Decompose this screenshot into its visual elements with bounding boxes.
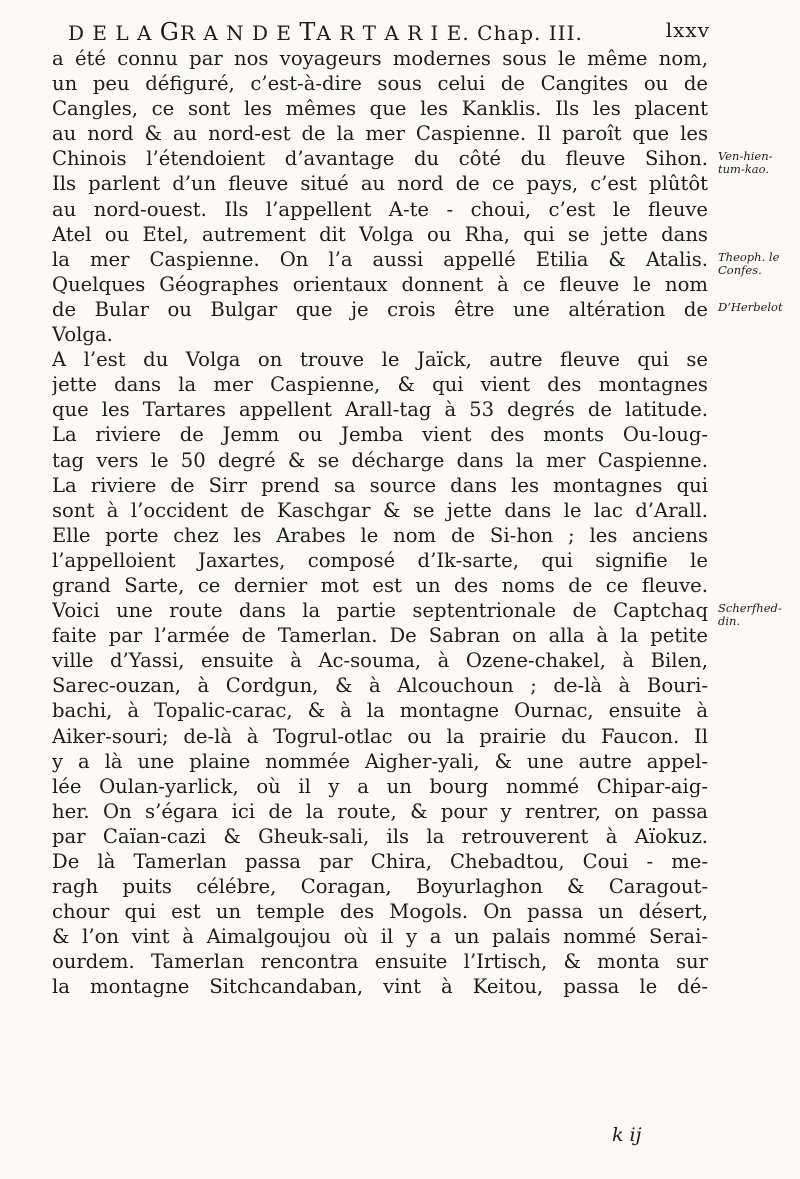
rh-initial: G	[159, 18, 180, 46]
text-line: La riviere de Jemm ou Jemba vient des monts Ou-loug-	[52, 423, 708, 447]
text-line: Cangles, ce sont les mêmes que les Kanklis. Ils les placent	[52, 97, 708, 121]
text-line: au nord-ouest. Ils l’appellent A-te - choui, c’est le fleuve	[52, 197, 708, 221]
running-head	[38, 14, 710, 46]
text-line: Atel ou Etel, autrement dit Volga ou Rha, qui se jette dans	[52, 222, 708, 246]
text-line: par Caïan-cazi & Gheuk-sali, ils la retrouverent à Aïokuz.	[52, 824, 708, 848]
margin-note-line: Theoph. le	[718, 249, 780, 264]
margin-note	[718, 251, 779, 277]
rh-initial: T	[299, 18, 317, 46]
rh-part: D E L A	[68, 21, 160, 45]
text-line: De là Tamerlan passa par Chira, Chebadtou, Coui - me-	[52, 850, 708, 873]
text-line: Aiker-souri; de-là à Togrul-otlac ou la prairie du Faucon. Il	[52, 724, 708, 748]
text-line: ragh puits célébre, Coragan, Boyurlaghon & Caragout-	[52, 875, 708, 899]
text-line: a été connu par nos voyageurs modernes sous le même nom,	[52, 47, 708, 70]
text-line: au nord & au nord-est de la mer Caspienne. Il paroît que les	[52, 122, 708, 146]
text-line: her. On s’égara ici de la route, & pour y rentrer, on passa	[52, 799, 708, 823]
text-line: & l’on vint à Aimalgoujou où il y a un palais nommé Serai-	[52, 925, 708, 949]
text-line: ville d’Yassi, ensuite à Ac-souma, à Ozene-chakel, à Bilen,	[52, 649, 708, 673]
text-line: Volga.	[52, 323, 113, 347]
rh-part: A R T A R I E	[316, 21, 463, 45]
text-line: grand Sarte, ce dernier mot est un des noms de ce fleuve.	[52, 573, 708, 597]
text-line: ourdem. Tamerlan rencontra ensuite l’Irtisch, & monta sur	[52, 950, 708, 974]
margin-note-line: tum-kao.	[718, 162, 770, 177]
text-line: faite par l’armée de Tamerlan. De Sabran on alla à la petite	[52, 624, 708, 648]
running-head-title	[68, 18, 583, 46]
text-line: bachi, à Topalic-carac, & à la montagne Ournac, ensuite à	[52, 699, 708, 723]
text-line: sont à l’occident de Kaschgar & se jette dans le lac d’Arall.	[52, 498, 708, 522]
text-line: un peu défiguré, c’est-à-dire sous celui de Cangites ou de	[52, 72, 708, 96]
body-text	[52, 46, 708, 1000]
text-line: l’appelloient Jaxartes, composé d’Ik-sarte, qui signifie le	[52, 548, 708, 572]
text-line: jette dans la mer Caspienne, & qui vient des montagnes	[52, 373, 708, 397]
text-line: la mer Caspienne. On l’a aussi appellé Etilia & Atalis.	[52, 247, 708, 271]
text-line: Elle porte chez les Arabes le nom de Si-hon ; les anciens	[52, 523, 708, 547]
text-line: Chinois l’étendoient d’avantage du côté du fleuve Sihon.	[52, 147, 708, 171]
rh-chapter: . Chap. III.	[462, 21, 583, 45]
margin-note	[718, 602, 782, 628]
text-line: Ils parlent d’un fleuve situé au nord de ce pays, c’est plûtôt	[52, 172, 708, 196]
catchword: k ij	[612, 1124, 642, 1146]
text-line: Sarec-ouzan, à Cordgun, & à Alcouchoun ; de-là à Bouri-	[52, 674, 708, 698]
margin-note-line: Ven-hien-	[718, 149, 773, 164]
text-line: de Bular ou Bulgar que je crois être une altération de	[52, 297, 708, 321]
text-line: La riviere de Sirr prend sa source dans les montagnes qui	[52, 473, 708, 497]
rh-part: R A N D E	[179, 21, 300, 45]
text-line: lée Oulan-yarlick, où il y a un bourg nommé Chipar-aig-	[52, 774, 708, 798]
margin-note-line: din.	[718, 614, 741, 629]
margin-note-line: Scherfhed-	[718, 601, 782, 616]
text-line: Quelques Géographes orientaux donnent à ce fleuve le nom	[52, 272, 708, 296]
page-number: lxxv	[665, 18, 710, 42]
margin-note-line: Confes.	[718, 262, 762, 277]
text-line: A l’est du Volga on trouve le Jaïck, autre fleuve qui se	[52, 348, 708, 372]
text-line: Voici une route dans la partie septentrionale de Captchaq	[52, 599, 708, 623]
text-line: y a là une plaine nommée Aigher-yali, & une autre appel-	[52, 749, 708, 773]
text-line: tag vers le 50 degré & se décharge dans la mer Caspienne.	[52, 448, 708, 472]
margin-note	[718, 301, 783, 314]
margin-note-line: D’Herbelot	[718, 300, 783, 314]
text-line: que les Tartares appellent Arall-tag à 53 degrés de latitude.	[52, 398, 708, 422]
text-line: la montagne Sitchcandaban, vint à Keitou, passa le dé-	[52, 975, 708, 999]
margin-note	[718, 150, 773, 176]
text-line: chour qui est un temple des Mogols. On passa un désert,	[52, 900, 708, 924]
